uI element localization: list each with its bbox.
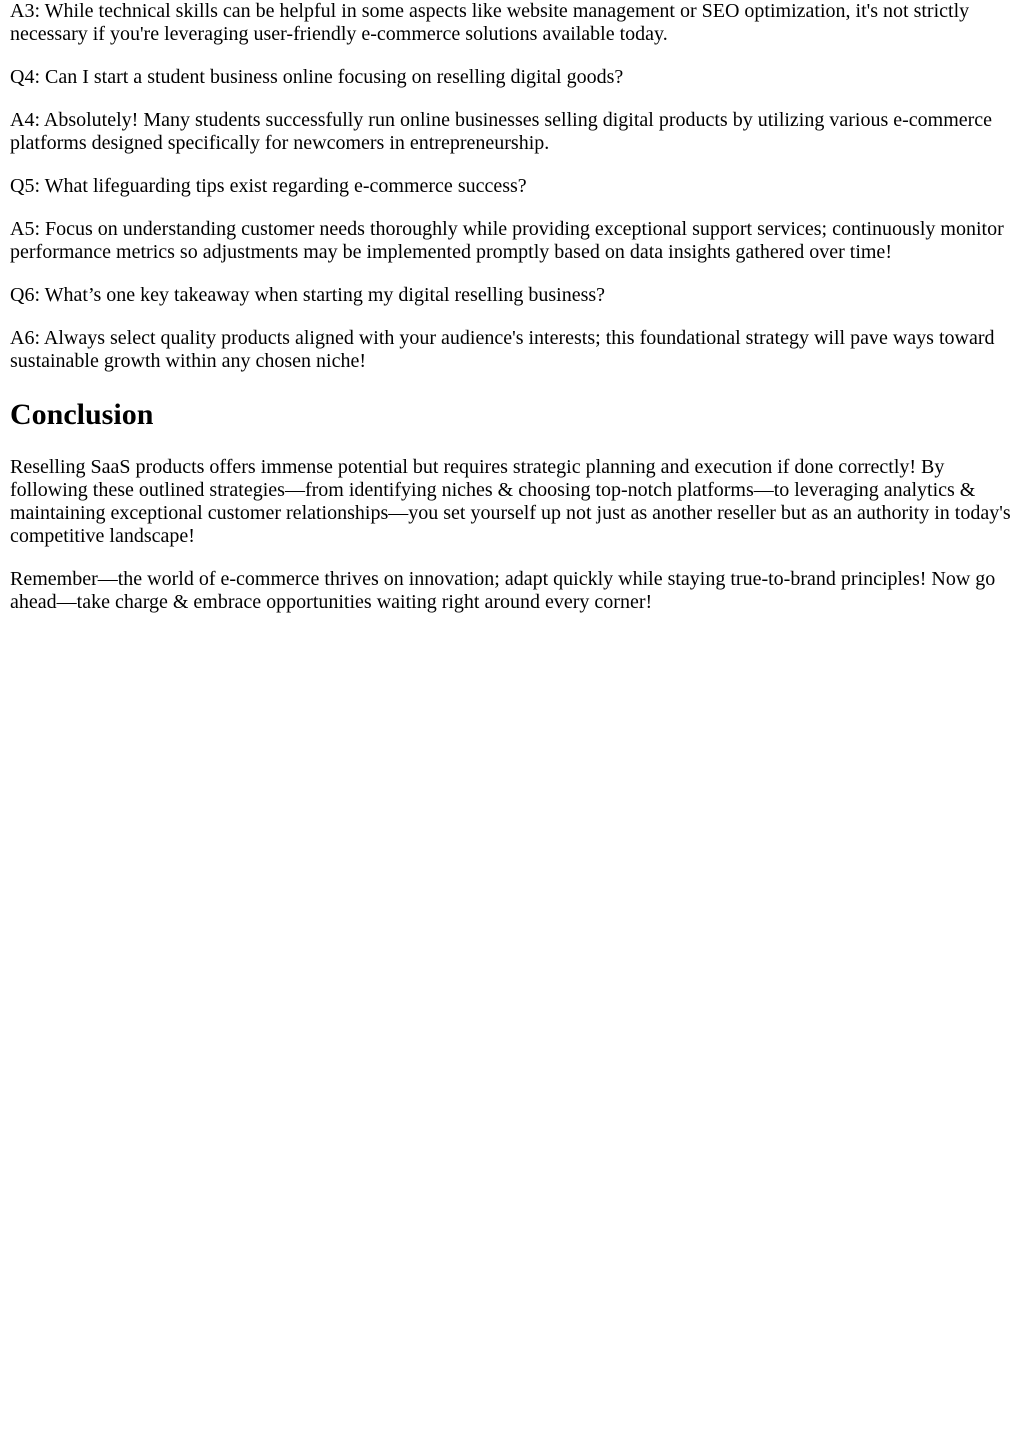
conclusion-heading: Conclusion (10, 398, 154, 431)
faq-answer-6: A6: Always select quality products aligned with your audience's interests; this foundational strategy will pave ways toward sustainable growth within any chosen niche! (10, 327, 995, 372)
conclusion-paragraph-1: Reselling SaaS products offers immense potential but requires strategic planning and execution if done correctly! By following these outlined strategies—from identifying niches & choosing top-notch platforms—to leveraging analytics & maintaining exceptional customer relationships—you set yourself up not just as another reseller but as an authority in today's competitive landscape! (10, 456, 1011, 547)
faq-section (10, 0, 1014, 373)
faq-question-4: Q4: Can I start a student business online focusing on reselling digital goods? (10, 66, 624, 88)
document-page (0, 0, 1024, 614)
faq-question-6: Q6: What’s one key takeaway when starting my digital reselling business? (10, 284, 606, 306)
conclusion-paragraph-2: Remember—the world of e-commerce thrives on innovation; adapt quickly while staying true-to-brand principles! Now go ahead—take charge & embrace opportunities waiting right around every corner! (10, 568, 996, 613)
conclusion-section (10, 398, 1014, 614)
faq-answer-3: A3: While technical skills can be helpful in some aspects like website management or SEO optimization, it's not strictly necessary if you're leveraging user-friendly e-commerce solutions available today. (10, 0, 970, 45)
faq-answer-4: A4: Absolutely! Many students successfully run online businesses selling digital products by utilizing various e-commerce platforms designed specifically for newcomers in entrepreneurship. (10, 109, 993, 154)
faq-question-5: Q5: What lifeguarding tips exist regarding e-commerce success? (10, 175, 527, 197)
faq-answer-5: A5: Focus on understanding customer needs thoroughly while providing exceptional support services; continuously monitor performance metrics so adjustments may be implemented promptly based on data insights gathered over time! (10, 218, 1004, 263)
